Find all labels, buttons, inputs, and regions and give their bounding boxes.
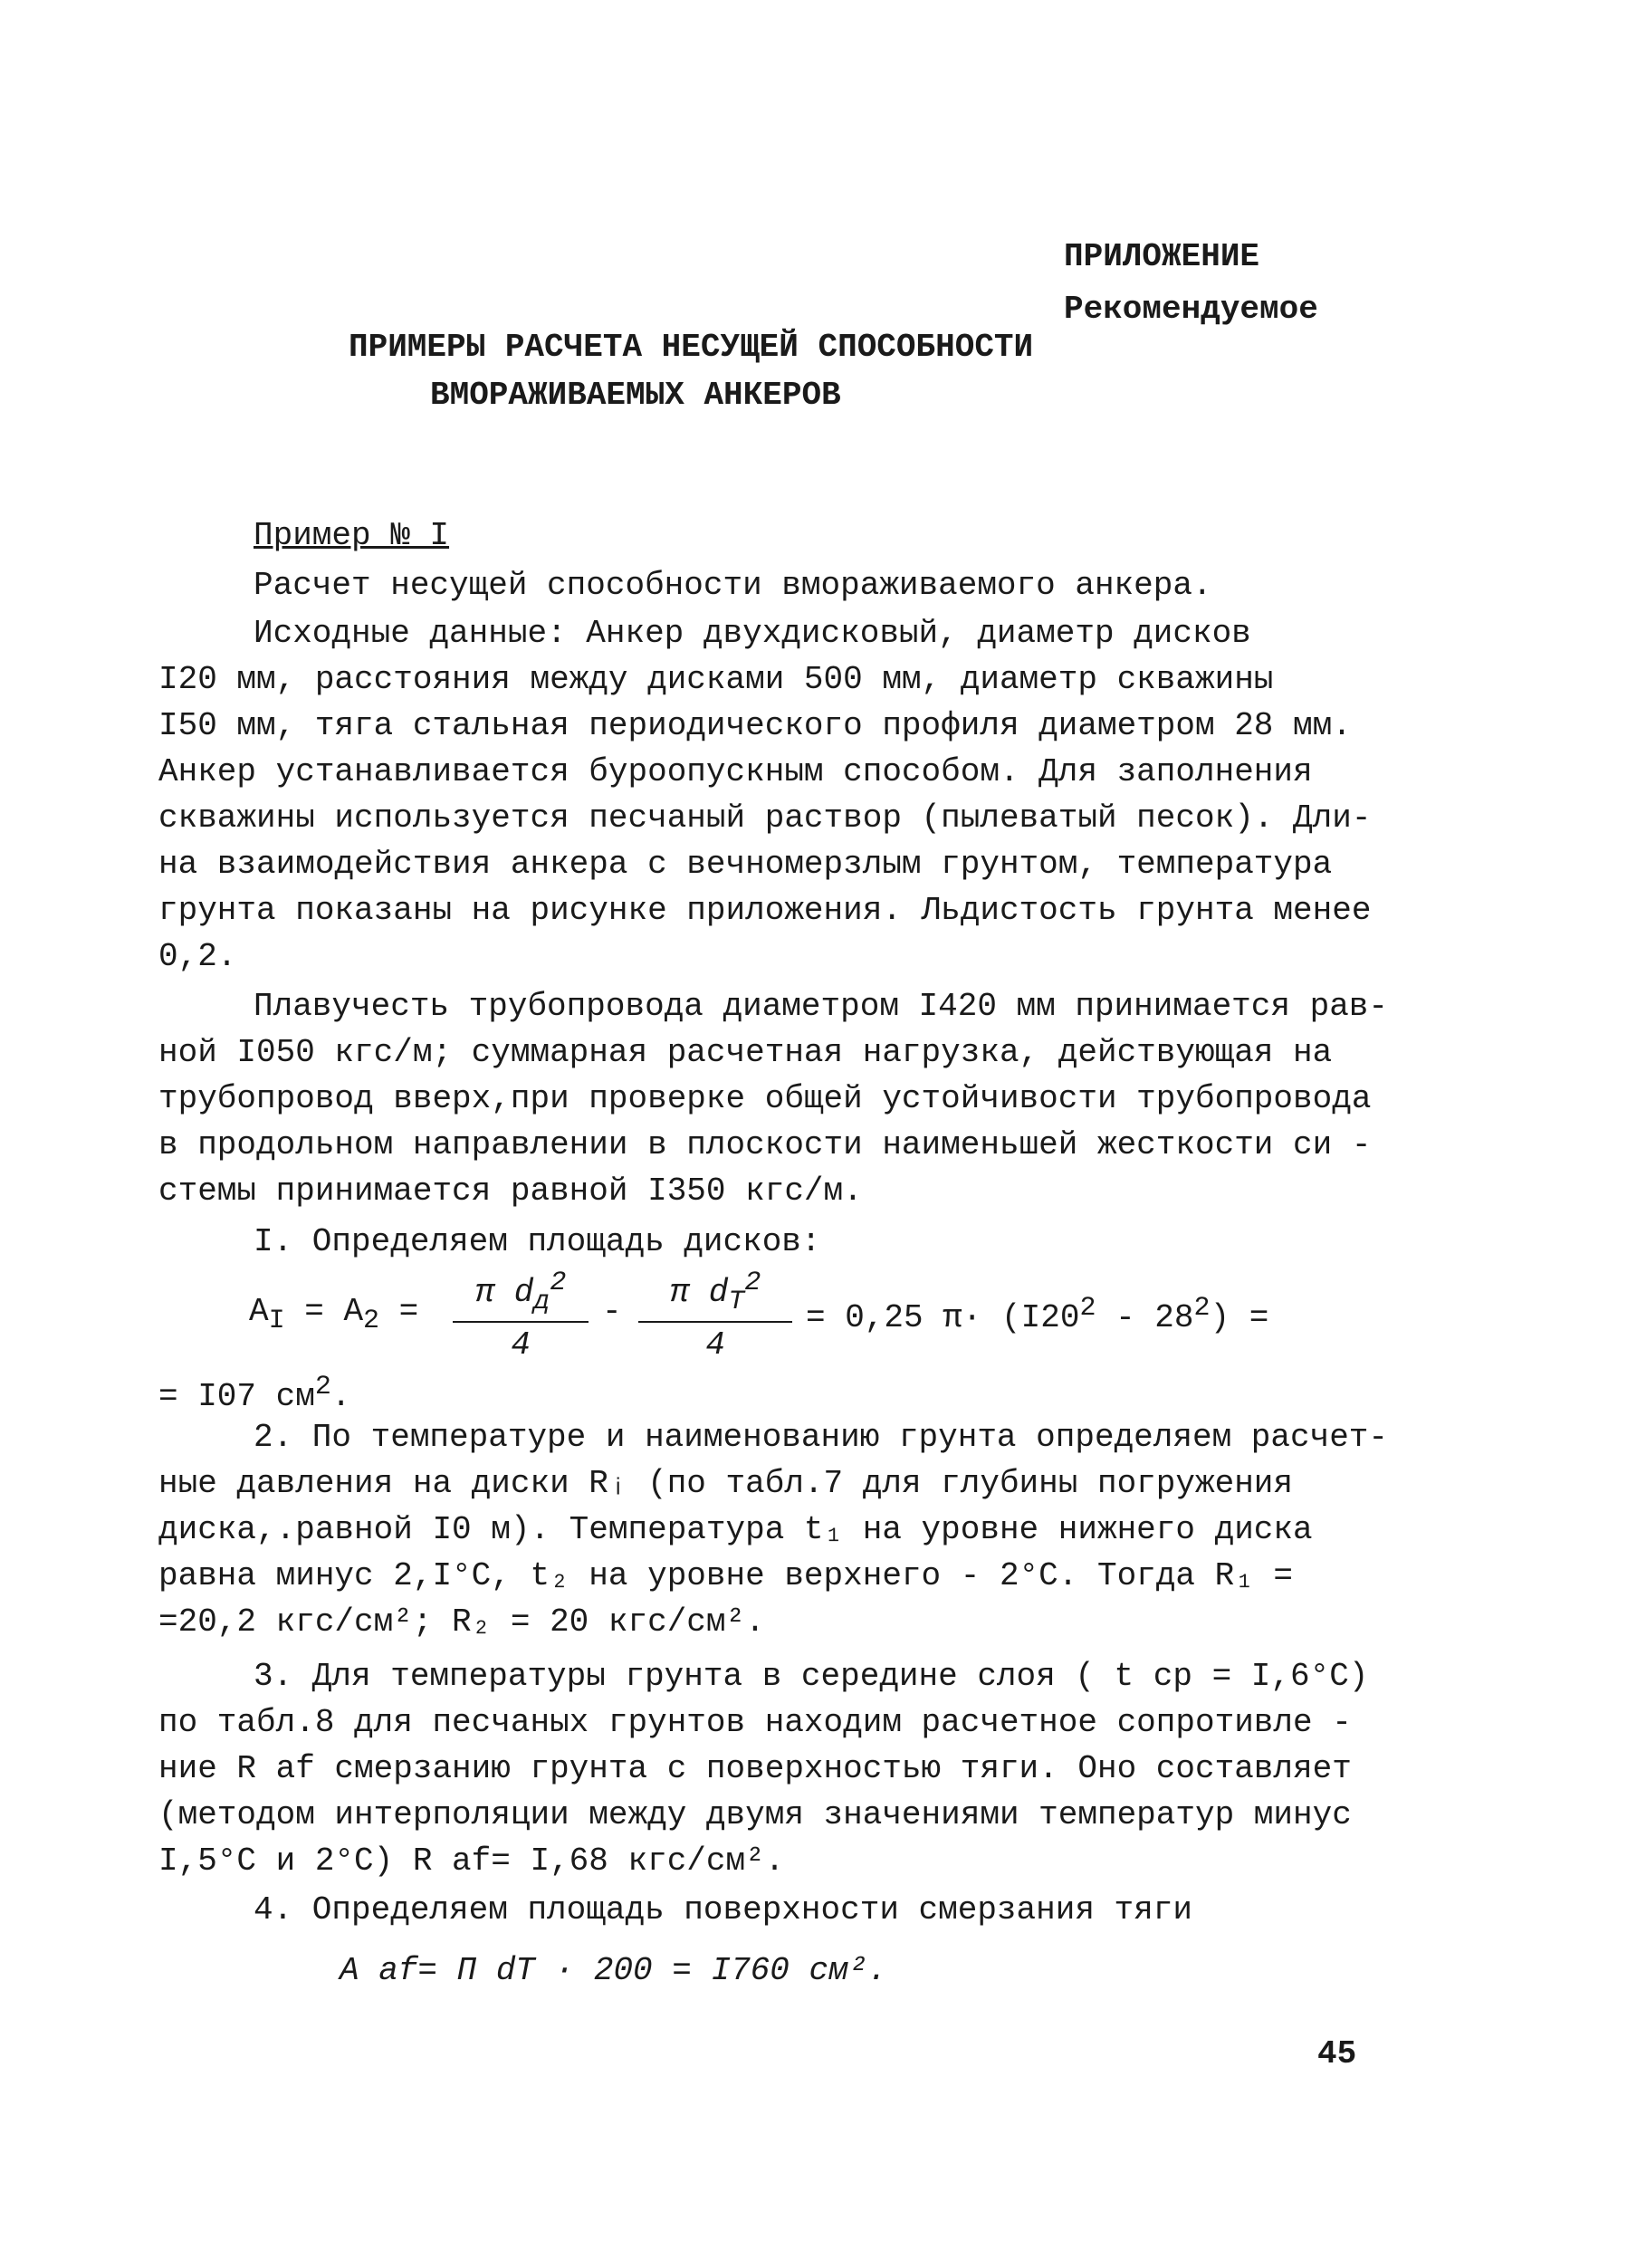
disk-area-result: = I07 $см^2$. (158, 1372, 351, 1415)
example-subtitle: Расчет несущей способности вмораживаемого анкера. (254, 567, 1212, 604)
paragraph-line: I,5°С и 2°С) R af= I,68 кгс/см². (158, 1842, 785, 1880)
fraction-rod: π $d_T^2$ 4 (638, 1268, 792, 1364)
paragraph-line: I20 мм, расстояния между дисками 500 мм, диаметр скважины (158, 661, 1274, 698)
paragraph-line: равна минус 2,I°С, t₂ на уровне верхнего - 2°С. Тогда R₁ = (158, 1557, 1294, 1594)
paragraph-line: ние R af смерзанию грунта с поверхностью тяги. Оно составляет (158, 1750, 1352, 1787)
paragraph-line: 0,2. (158, 938, 237, 975)
paragraph-line: (методом интерполяции между двумя значениями температур минус (158, 1796, 1352, 1833)
paragraph-line: диска,.равной I0 м). Температура t₁ на уровне нижнего диска (158, 1511, 1313, 1548)
document-title-line1: ПРИМЕРЫ РАСЧЕТА НЕСУЩЕЙ СПОСОБНОСТИ (349, 329, 1034, 366)
disk-area-formula: $A_I = A_2$ = π $d_д^2$ 4 - π $d_T^2$ 4 = 0,25 $\pi\cdot (I20^2 - 28^2)$ = (249, 1268, 1269, 1364)
paragraph-line: =20,2 кгс/см²; R₂ = 20 кгс/см². (158, 1603, 765, 1641)
paragraph-line: 3. Для температуры грунта в середине слоя ( t ср = I,6°С) (254, 1658, 1369, 1695)
appendix-label: ПРИЛОЖЕНИЕ (1064, 238, 1260, 275)
paragraph-line: ные давления на диски Rᵢ (по табл.7 для глубины погружения (158, 1465, 1294, 1502)
page-number: 45 (1317, 2035, 1357, 2072)
paragraph-line: трубопровод вверх,при проверке общей устойчивости трубопровода (158, 1080, 1372, 1117)
step-1-text: I. Определяем площадь дисков: (254, 1223, 821, 1260)
paragraph-line: в продольном направлении в плоскости наименьшей жесткости си - (158, 1126, 1372, 1163)
paragraph-line: Плавучесть трубопровода диаметром I420 мм принимается рав- (254, 988, 1389, 1025)
paragraph-line: скважины используется песчаный раствор (пылеватый песок). Дли- (158, 799, 1372, 837)
document-title-line2: ВМОРАЖИВАЕМЫХ АНКЕРОВ (430, 377, 841, 414)
example-heading: Пример № I (254, 517, 450, 554)
rod-area-formula: A af= П dT · 200 = I760 см². (340, 1952, 887, 1989)
paragraph-line: грунта показаны на рисунке приложения. Льдистость грунта менее (158, 892, 1372, 929)
paragraph-line: по табл.8 для песчаных грунтов находим расчетное сопротивле - (158, 1704, 1352, 1741)
fraction-disk: π $d_д^2$ 4 (453, 1268, 589, 1364)
paragraph-line: 2. По температуре и наименованию грунта определяем расчет- (254, 1419, 1389, 1456)
paragraph-line: на взаимодействия анкера с вечномерзлым грунтом, температура (158, 846, 1333, 883)
paragraph-line: Анкер устанавливается буроопускным способом. Для заполнения (158, 753, 1313, 790)
paragraph-line: Исходные данные: Анкер двухдисковый, диаметр дисков (254, 615, 1251, 652)
paragraph-line: ной I050 кгс/м; суммарная расчетная нагрузка, действующая на (158, 1034, 1333, 1071)
paragraph-line: I50 мм, тяга стальная периодического профиля диаметром 28 мм. (158, 707, 1352, 744)
step-4-text: 4. Определяем площадь поверхности смерзания тяги (254, 1891, 1192, 1928)
recommended-label: Рекомендуемое (1064, 291, 1318, 328)
paragraph-line: стемы принимается равной I350 кгс/м. (158, 1172, 863, 1210)
